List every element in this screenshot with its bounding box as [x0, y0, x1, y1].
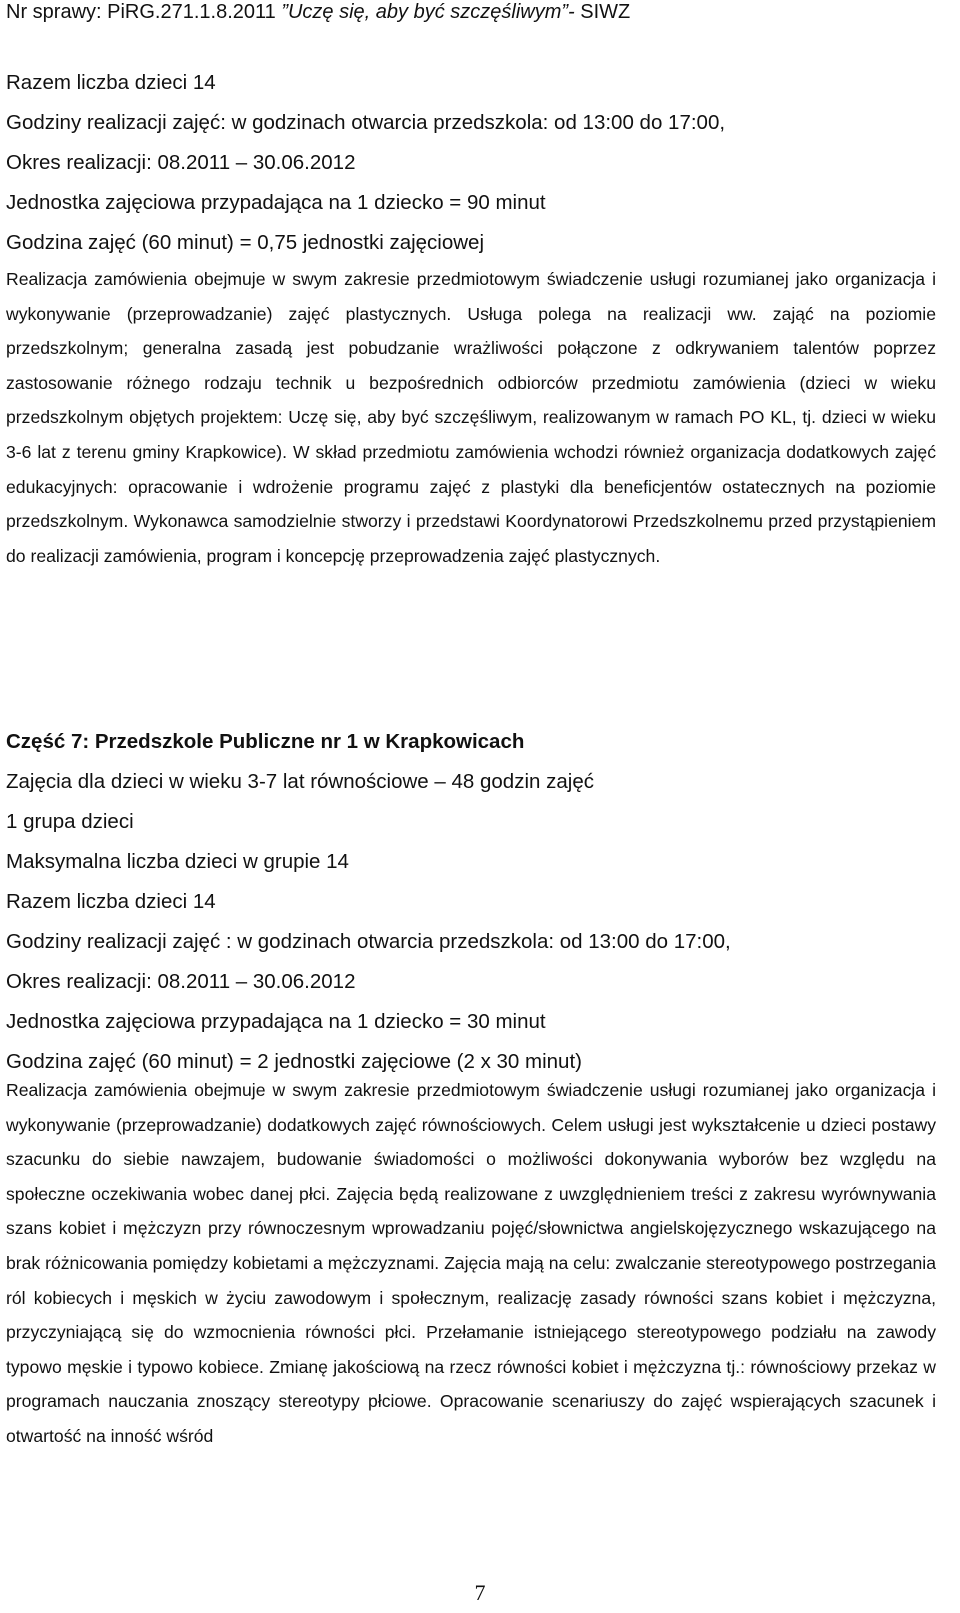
hour-equivalence-line: Godzina zajęć (60 minut) = 0,75 jednostki zajęciowej: [6, 231, 485, 254]
page-header: [6, 0, 630, 24]
groups-line: 1 grupa dzieci: [6, 810, 134, 833]
period-line: Okres realizacji: 08.2011 – 30.06.2012: [6, 970, 356, 993]
project-title: ”Uczę się, aby być szczęśliwym”-: [281, 1, 575, 23]
hours-line: Godziny realizacji zajęć : w godzinach otwarcia przedszkola: od 13:00 do 17:00,: [6, 930, 731, 953]
document-type: SIWZ: [580, 1, 631, 23]
hours-line: Godziny realizacji zajęć: w godzinach otwarcia przedszkola: od 13:00 do 17:00,: [6, 111, 726, 134]
section-6-details: [6, 63, 936, 263]
max-children-line: Maksymalna liczba dzieci w grupie 14: [6, 850, 349, 873]
section-6-description: Realizacja zamówienia obejmuje w swym zakresie przedmiotowym świadczenie usługi rozumianej jako organizacja i wykonywanie (przeprowadzanie) zajęć plastycznych. Usługa polega na realizacji ww. zająć na poziomie przedszkolnym; generalna zasadą jest pobudzanie wrażliwości połączone z odkrywaniem talentów poprzez zastosowanie różnego rodzaju technik u bezpośrednich odbiorców przedmiotu zamówienia (dzieci w wieku przedszkolnym objętych projektem: Uczę się, aby być szczęśliwym, realizowanym w ramach PO KL, tj. dzieci w wieku 3-6 lat z terenu gminy Krapkowice). W skład przedmiotu zamówienia wchodzi również organizacja dodatkowych zajęć edukacyjnych: opracowanie i wdrożenie programu zajęć z plastyki dla beneficjentów ostatecznych na poziomie przedszkolnym. Wykonawca samodzielnie stworzy i przedstawi Koordynatorowi Przedszkolnemu przed przystąpieniem do realizacji zamówienia, program i koncepcję przeprowadzenia zajęć plastycznych.: [6, 269, 936, 566]
case-number: Nr sprawy: PiRG.271.1.8.2011: [6, 1, 276, 23]
period-line: Okres realizacji: 08.2011 – 30.06.2012: [6, 151, 356, 174]
section-7-details: [6, 762, 936, 1082]
unit-line: Jednostka zajęciowa przypadająca na 1 dziecko = 30 minut: [6, 1010, 546, 1033]
page-number: 7: [474, 1580, 486, 1605]
section-7-heading: Część 7: Przedszkole Publiczne nr 1 w Krapkowicach: [6, 730, 525, 753]
activity-line: Zajęcia dla dzieci w wieku 3-7 lat równościowe – 48 godzin zajęć: [6, 770, 594, 793]
section-7-description: Realizacja zamówienia obejmuje w swym zakresie przedmiotowym świadczenie usługi rozumianej jako organizacja i wykonywanie (przeprowadzanie) dodatkowych zajęć równościowych. Celem usługi jest wykształcenie u dzieci postawy szacunku do siebie nawzajem, budowanie świadomości o możliwości dokonywania wyborów bez względu na społeczne oczekiwania wobec danej płci. Zajęcia będą realizowane z uwzględnieniem treści z zakresu wyrównywania szans kobiet i mężczyzn przy równoczesnym wprowadzaniu pojęć/słownictwa angielskojęzycznego wskazującego na brak różnicowania pomiędzy kobietami a mężczyznami. Zajęcia mają na celu: zwalczanie stereotypowego postrzegania ról kobiecych i męskich w życiu zawodowym i społecznym, realizację zasady równości szans kobiet i mężczyzna, przyczyniającą się do wzmocnienia równości płci. Przełamanie istniejącego stereotypowego podziału na zawody typowo męskie i typowo kobiece. Zmianę jakościową na rzecz równości kobiet i mężczyzna tj.: równościowy przekaz w programach nauczania znoszący stereotypy płciowe. Opracowanie scenariuszy do zajęć wspierających szacunek i otwartość na inność wśród: [6, 1080, 936, 1446]
unit-line: Jednostka zajęciowa przypadająca na 1 dziecko = 90 minut: [6, 191, 546, 214]
total-children-line: Razem liczba dzieci 14: [6, 890, 216, 913]
hour-equivalence-line: Godzina zajęć (60 minut) = 2 jednostki zajęciowe (2 x 30 minut): [6, 1050, 582, 1073]
total-children-line: Razem liczba dzieci 14: [6, 71, 216, 94]
